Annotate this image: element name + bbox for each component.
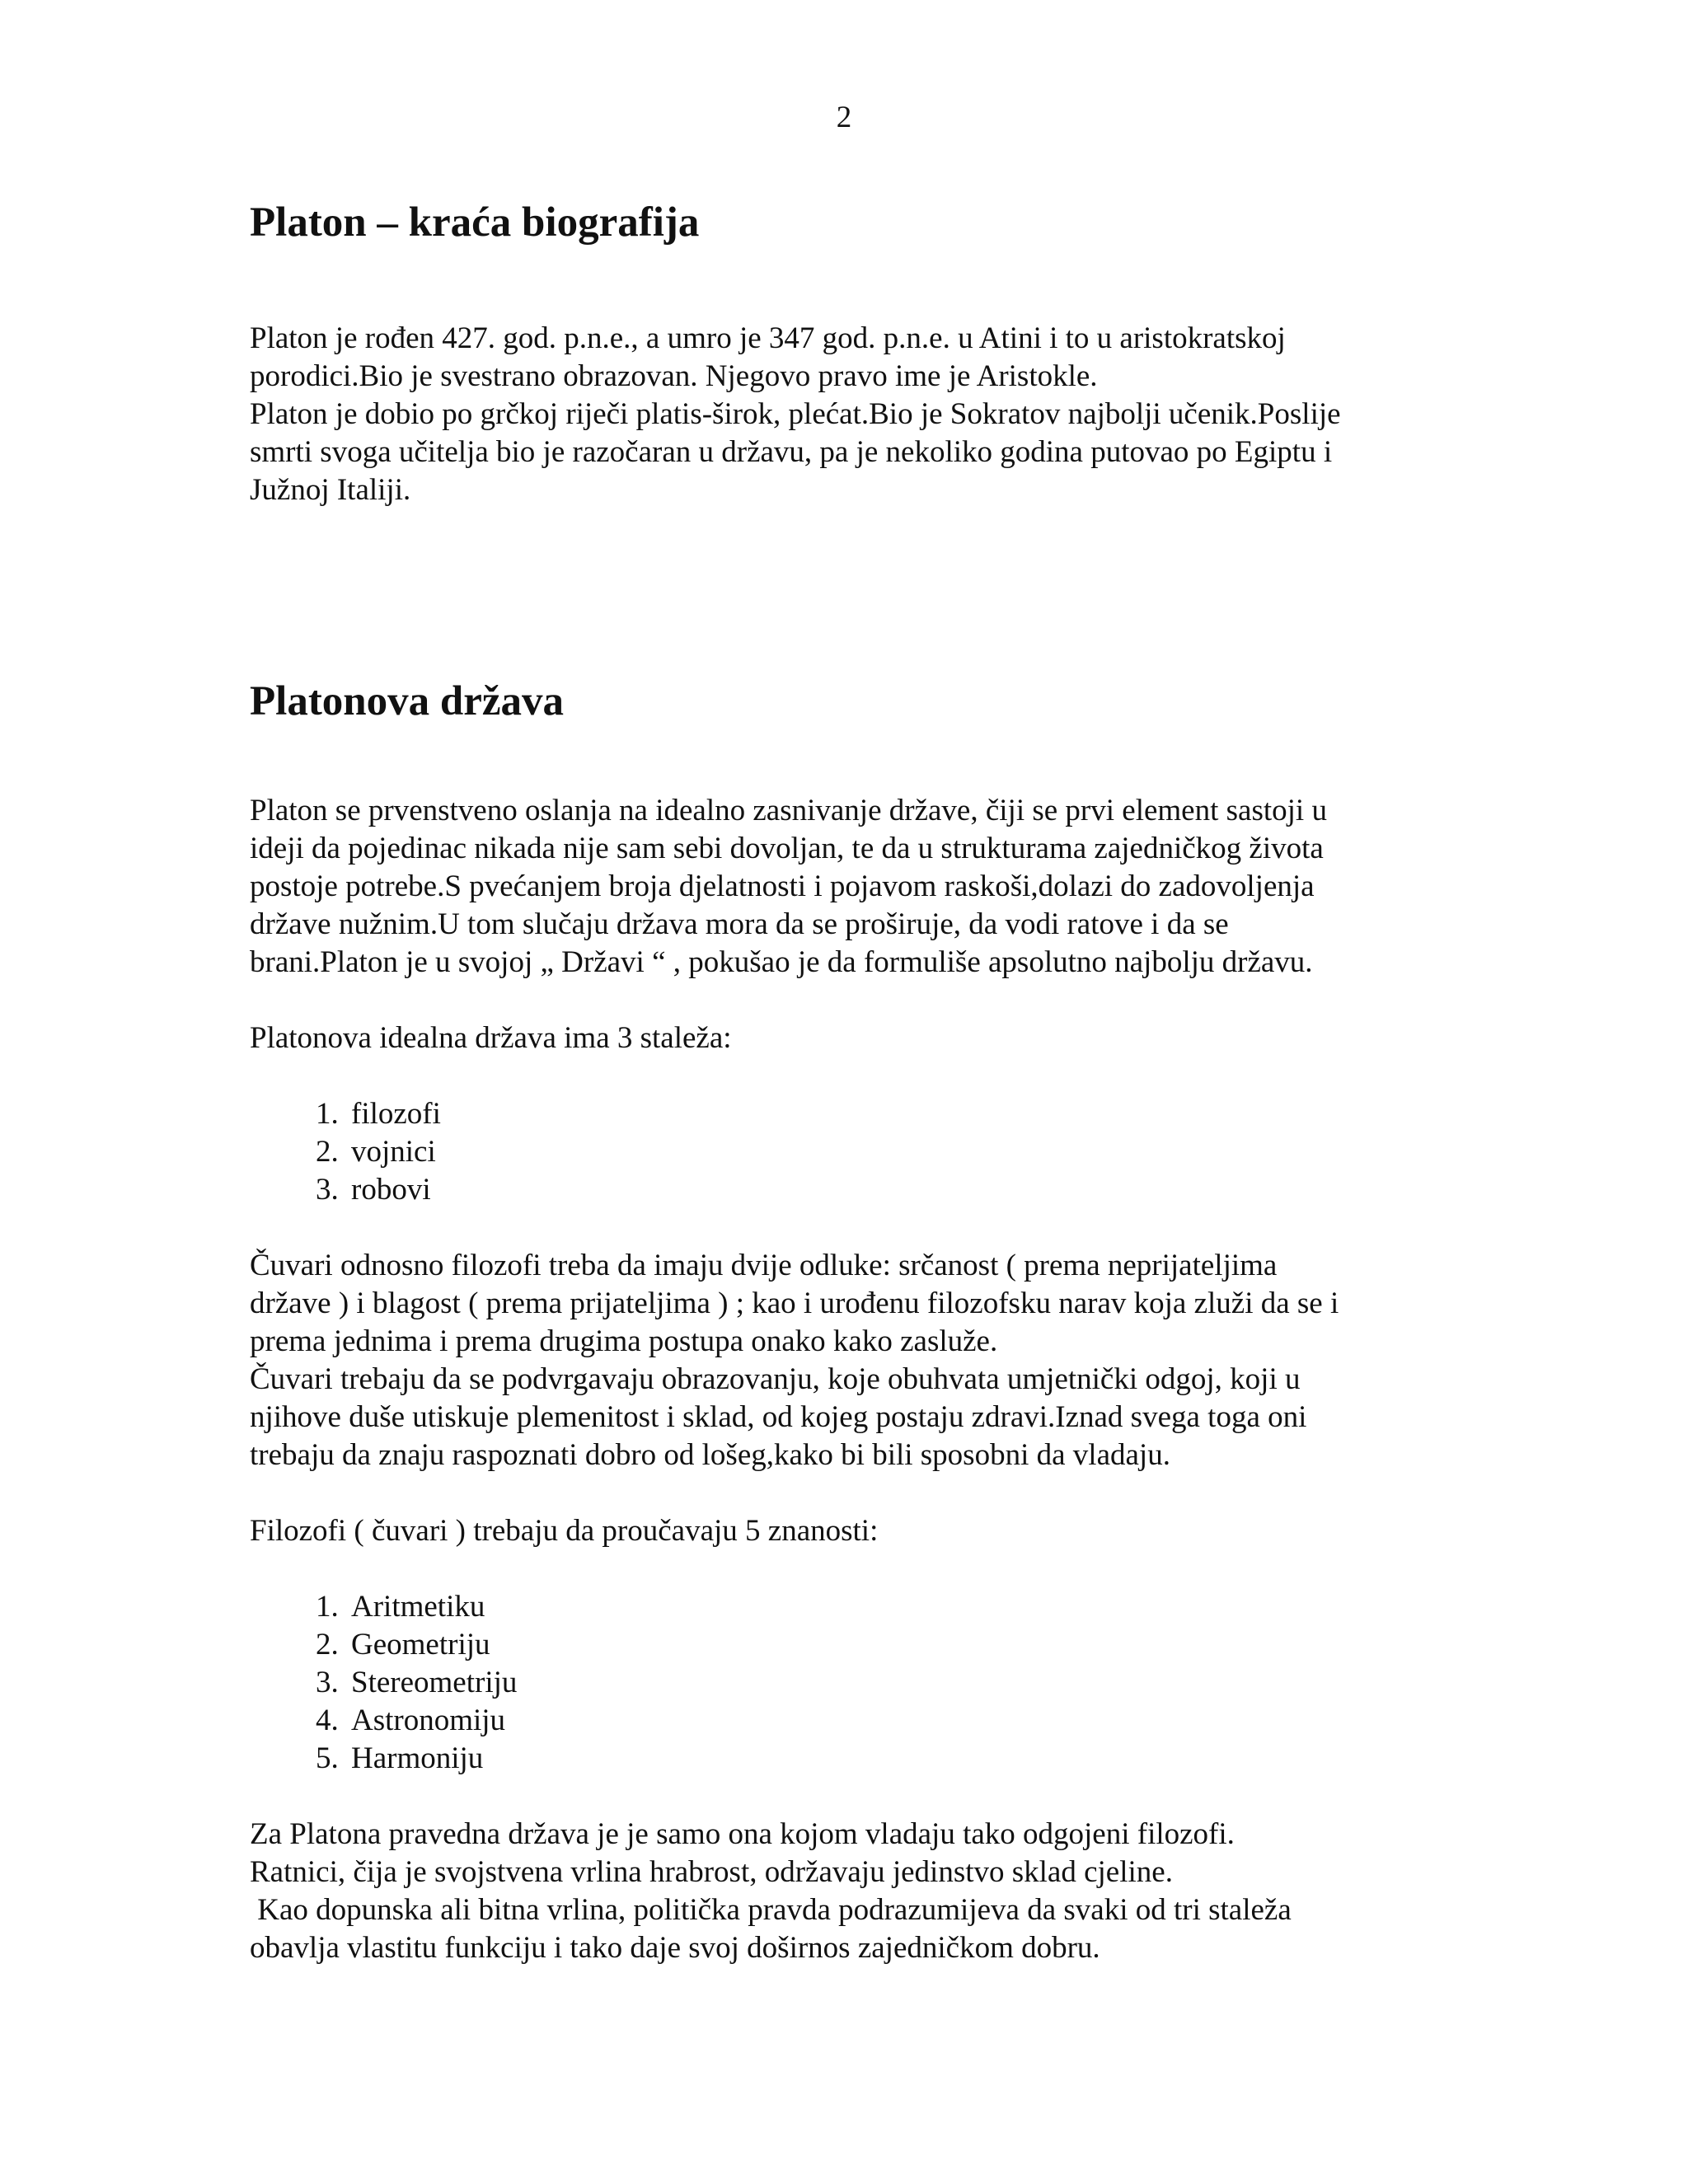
text-line: postoje potrebe.S pvećanjem broja djelatnosti i pojavom raskoši,dolazi do zadovoljenja [250, 869, 1315, 903]
text-line: ideji da pojedinac nikada nije sam sebi dovoljan, te da u strukturama zajedničkog života [250, 832, 1324, 865]
text-line: Južnoj Italiji. [250, 473, 411, 507]
page-number: 2 [836, 101, 852, 134]
closing-paragraph [250, 1816, 1453, 1967]
list-item: 2. vojnici [346, 1133, 1453, 1171]
state-intro-paragraph [250, 792, 1453, 982]
text-line: Platon se prvenstveno oslanja na idealno zasnivanje države, čiji se prvi element sastoji u [250, 794, 1327, 827]
text-line: njihove duše utiskuje plemenitost i sklad, od kojeg postaju zdravi.Iznad svega toga oni [250, 1400, 1307, 1434]
list-item: 4. Astronomiju [346, 1702, 1453, 1740]
biography-paragraph [250, 320, 1453, 509]
text-line: Kao dopunska ali bitna vrlina, politička pravda podrazumijeva da svaki od tri staleža [250, 1893, 1292, 1927]
list-item: 5. Harmoniju [346, 1740, 1453, 1778]
list-item: 3. robovi [346, 1171, 1453, 1209]
text-line: države nužnim.U tom slučaju država mora da se proširuje, da vodi ratove i da se [250, 907, 1229, 941]
text-line: obavlja vlastitu funkciju i tako daje svoj doširnos zajedničkom dobru. [250, 1931, 1100, 1965]
list-item: 1. filozofi [346, 1095, 1453, 1133]
text-line: Za Platona pravedna država je je samo ona kojom vladaju tako odgojeni filozofi. [250, 1817, 1235, 1851]
sciences-intro: Filozofi ( čuvari ) trebaju da proučavaju 5 znanosti: [250, 1514, 879, 1548]
text-line: Čuvari trebaju da se podvrgavaju obrazovanju, koje obuhvata umjetnički odgoj, koji u [250, 1362, 1301, 1396]
list-item: 1. Aritmetiku [346, 1588, 1453, 1626]
list-item: 3. Stereometriju [346, 1664, 1453, 1702]
text-line: Čuvari odnosno filozofi treba da imaju dvije odluke: srčanost ( prema neprijateljima [250, 1249, 1278, 1282]
text-line: Ratnici, čija je svojstvena vrlina hrabrost, održavaju jedinstvo sklad cjeline. [250, 1855, 1173, 1889]
text-line: brani.Platon je u svojoj „ Državi “ , pokušao je da formuliše apsolutno najbolju državu. [250, 945, 1313, 979]
text-line: države ) i blagost ( prema prijateljima ) ; kao i urođenu filozofsku narav koja zluži da se i [250, 1286, 1339, 1320]
list-item: 2. Geometriju [346, 1626, 1453, 1664]
text-line: porodici.Bio je svestrano obrazovan. Njegovo pravo ime je Aristokle. [250, 359, 1098, 393]
text-line: trebaju da znaju raspoznati dobro od lošeg,kako bi bili sposobni da vladaju. [250, 1438, 1170, 1472]
section-title-biography: Platon – kraća biografija [250, 199, 700, 246]
sciences-list [250, 1588, 1453, 1778]
section-title-state: Platonova država [250, 678, 565, 724]
document-body [250, 194, 1453, 1967]
text-line: prema jednima i prema drugima postupa onako kako zaslužе. [250, 1324, 998, 1358]
text-line: Platon je rođen 427. god. p.n.e., a umro je 347 god. p.n.e. u Atini i to u aristokratskoj [250, 321, 1286, 355]
classes-list [250, 1095, 1453, 1209]
guardians-paragraph [250, 1247, 1453, 1474]
text-line: Platon je dobio po grčkoj riječi platis-širok, plećat.Bio je Sokratov najbolji učenik.Poslije [250, 397, 1341, 431]
text-line: smrti svoga učitelja bio je razočaran u državu, pa je nekoliko godina putovao po Egiptu i [250, 435, 1333, 469]
classes-intro: Platonova idealna država ima 3 staleža: [250, 1021, 732, 1055]
